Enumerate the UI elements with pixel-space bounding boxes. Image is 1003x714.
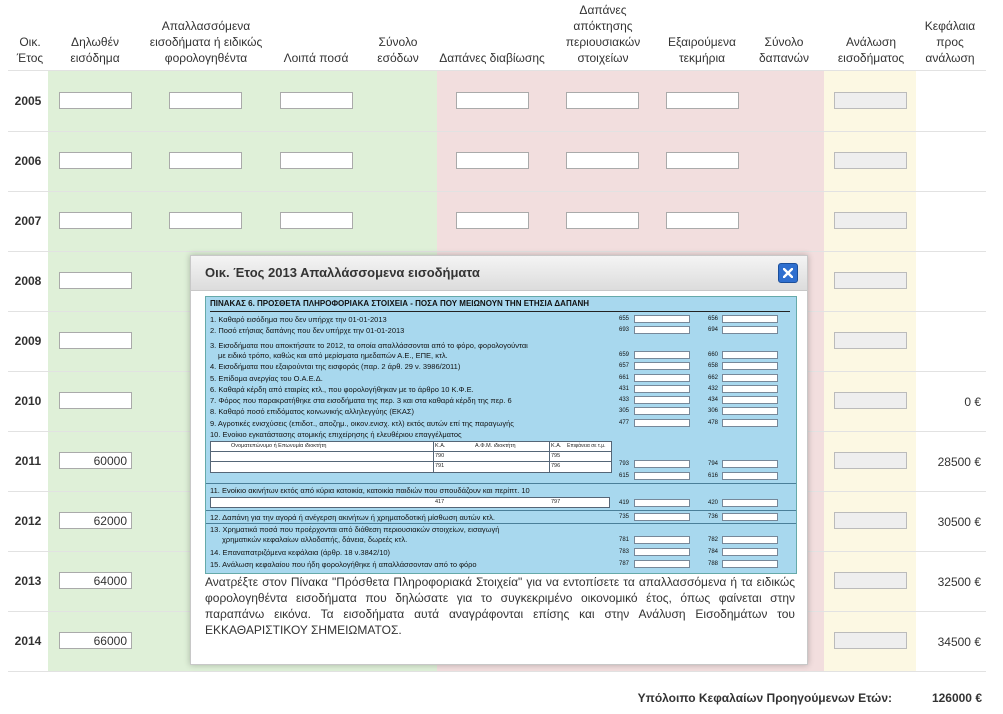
form-code: 797 [551,499,561,505]
form-line: 1. Καθαρό εισόδημα που δεν υπήρχε την 01-01-2013 [210,315,387,324]
other-amounts-input[interactable] [280,152,353,169]
year-label: 2013 [14,574,42,588]
form-code: 478 [708,420,719,426]
form-field [722,326,778,334]
form-field [722,472,778,480]
form-field [634,385,690,393]
form-code: 433 [619,397,630,403]
header-income-analysis: Ανάλωση εισοδήματος [837,35,905,65]
form-field [722,513,778,521]
form-field [634,326,690,334]
year-label: 2006 [14,154,42,168]
form-line: χρηματικών κεφαλαίων αλλοδαπής, δάνεια, δωρεές κτλ. [222,535,408,544]
form-code: 432 [708,386,719,392]
asset-expenses-input[interactable] [566,212,639,229]
form-field [722,396,778,404]
close-icon [783,268,793,278]
year-label: 2010 [14,394,42,408]
exempt-indicators-input[interactable] [666,212,739,229]
header-capital-for-analysis: Κεφάλαια προς ανάλωση [924,19,976,65]
form-field [722,560,778,568]
form-code: 796 [551,463,561,469]
form-code: 693 [619,327,630,333]
declared-income-input[interactable] [59,452,132,469]
form-code: 736 [708,514,719,520]
capital-value: 34500 € [937,635,981,649]
form-field [634,548,690,556]
form-field [634,513,690,521]
asset-expenses-input[interactable] [566,152,639,169]
exempt-income-input[interactable] [169,92,242,109]
other-amounts-input[interactable] [280,212,353,229]
capital-value: 32500 € [937,575,981,589]
form-field [722,536,778,544]
form-code: 791 [435,463,445,469]
form-code: 434 [708,397,719,403]
form-code: 790 [435,453,445,459]
form-code: 477 [619,420,630,426]
income-analysis-field [834,92,907,109]
rent-col-area: Επιφάνεια σε τ.μ. [567,443,606,449]
form-field [722,351,778,359]
row-divider [8,251,986,252]
form-field [722,407,778,415]
form-line: 7. Φόρος που παρακρατήθηκε στα εισοδήματα της περ. 3 και στα καθαρά κέρδη της περ. 6 [210,396,512,405]
form-line: 6. Καθαρά κέρδη από εταιρίες κτλ., που φορολογήθηκαν με το άρθρο 10 Κ.Φ.Ε. [210,385,474,394]
rent-col-ka2: Κ.Α. [551,443,562,449]
form-code: 783 [619,549,630,555]
rent-col-afm: Α.Φ.Μ. ιδιοκτήτη [475,443,516,449]
form-line: 3. Εισοδήματα που αποκτήσατε το 2012, τα οποία απαλλάσσονται από το φόρο, φορολογούνται [210,341,528,350]
form-code: 788 [708,561,719,567]
form-code: 419 [619,500,630,506]
header-total-income: Σύνολο εσόδων [377,35,419,65]
form-field [722,499,778,507]
year-label: 2014 [14,634,42,648]
form-code: 781 [619,537,630,543]
form-code: 661 [619,375,630,381]
form-line: με ειδικό τρόπο, καθώς και από μερίσματα ημεδαπών Α.Ε., ΕΠΕ, κτλ. [218,351,448,360]
form-field [722,315,778,323]
form-code: 782 [708,537,719,543]
row-divider [8,191,986,192]
form-code: 658 [708,363,719,369]
form-code: 655 [619,316,630,322]
declared-income-input[interactable] [59,152,132,169]
form-code: 795 [551,453,561,459]
form-field [722,460,778,468]
declared-income-input[interactable] [59,272,132,289]
form-line: 13. Χρηματικά ποσά που προέρχονται από διάθεση περιουσιακών στοιχείων, εισαγωγή [210,525,500,534]
form-line: 5. Επίδομα ανεργίας του Ο.Α.Ε.Δ. [210,374,323,383]
header-declared-income: Δηλωθέν εισόδημα [70,35,120,65]
form-line: 11. Ενοίκιο ακινήτων εκτός από κύρια κατοικία, κατοικία παιδιών που σπουδάζουν και περίπτ. 10 [210,486,530,495]
form-code: 420 [708,500,719,506]
declared-income-input[interactable] [59,332,132,349]
form-field [634,460,690,468]
other-amounts-input[interactable] [280,92,353,109]
year-label: 2005 [14,94,42,108]
row-divider [8,671,986,672]
form-field [634,374,690,382]
form-code: 787 [619,561,630,567]
year-label: 2012 [14,514,42,528]
form-line: 15. Ανάλωση κεφαλαίου που ήδη φορολογήθηκε ή απαλλάσσονταν από το φόρο [210,560,477,569]
form-field [634,396,690,404]
form-line: 10. Ενοίκιο εγκατάστασης ατομικής επιχείρησης ή ελευθέριου επαγγέλματος [210,430,462,439]
declared-income-input[interactable] [59,572,132,589]
form-code: 794 [708,461,719,467]
living-expenses-input[interactable] [456,212,529,229]
form-field [634,499,690,507]
dialog-header [191,256,807,291]
form-code: 784 [708,549,719,555]
form-code: 431 [619,386,630,392]
form-field [634,472,690,480]
form-code: 417 [435,499,445,505]
year-label: 2007 [14,214,42,228]
header-living-expenses: Δαπάνες διαβίωσης [439,51,545,65]
capital-value: 0 € [964,395,981,409]
income-analysis-field [834,572,907,589]
form-field [634,419,690,427]
declared-income-input[interactable] [59,212,132,229]
exempt-income-dialog [190,255,808,665]
form-code: 694 [708,327,719,333]
rent-table [210,441,612,473]
form-divider [206,483,796,484]
form-field [634,407,690,415]
header-exempt-income: Απαλλασσόμενα εισοδήματα ή ειδικώς φορολογηθέντα [149,19,263,65]
dialog-title: Οικ. Έτος 2013 Απαλλάσσομενα εισοδήματα [205,265,480,280]
form-line: 8. Καθαρό ποσό επιδόματος κοινωνικής αλληλεγγύης (ΕΚΑΣ) [210,407,414,416]
dialog-body-text: Ανατρέξτε στον Πίνακα "Πρόσθετα Πληροφοριακά Στοιχεία" για να εντοπίσετε τα απαλλασσόμενα ή τα ειδικώς φορολογηθέντα εισοδήματα που δηλώσατε για το συγκεκριμένο οικονομικό έτος, όπως φαίνεται στην παραπάνω εικόνα. Τα εισοδήματα αυτά αναγράφονται επίσης και στην Ανάλυση Εισοδημάτων του ΕΚΚΑΘΑΡΙΣΤΙΚΟΥ ΣΗΜΕΙΩΜΑΤΟΣ. [205,575,795,637]
living-expenses-input[interactable] [456,152,529,169]
header-asset-expenses: Δαπάνες απόκτησης περιουσιακών στοιχείων [565,3,641,65]
form-divider [206,510,796,511]
year-label: 2008 [14,274,42,288]
income-analysis-field [834,272,907,289]
form-field [634,351,690,359]
form-field [722,374,778,382]
capital-value: 30500 € [937,515,981,529]
capital-value: 28500 € [937,455,981,469]
previous-capital-value: 126000 € [931,691,982,705]
income-analysis-field [834,332,907,349]
form-divider [206,523,796,524]
income-analysis-field [834,512,907,529]
form-code: 656 [708,316,719,322]
income-analysis-field [834,212,907,229]
row-divider [8,131,986,132]
form-code: 659 [619,352,630,358]
rent-col-owner: Ονοματεπώνυμο ή Επωνυμία ιδιοκτήτη [231,443,327,449]
form-line: 4. Εισοδήματα που εξαιρούνται της εισφοράς (παρ. 2 άρθ. 29 ν. 3986/2011) [210,362,461,371]
form-code: 615 [619,473,630,479]
declared-income-input[interactable] [59,512,132,529]
form-code: 306 [708,408,719,414]
living-expenses-input[interactable] [456,92,529,109]
exempt-income-input[interactable] [169,152,242,169]
declared-income-input[interactable] [59,632,132,649]
form-field [634,362,690,370]
form-line: 9. Αγροτικές ενισχύσεις (επιδοτ., αποζημ., οικον.ενισχ. κτλ) εκτός αυτών επί της παραγωγής [210,419,514,428]
form-code: 735 [619,514,630,520]
exempt-income-input[interactable] [169,212,242,229]
form-field [722,419,778,427]
form-code: 657 [619,363,630,369]
form-title: ΠΙΝΑΚΑΣ 6. ΠΡΟΣΘΕΤΑ ΠΛΗΡΟΦΟΡΙΑΚΑ ΣΤΟΙΧΕΙΑ - ΠΟΣΑ ΠΟΥ ΜΕΙΩΝΟΥΝ ΤΗΝ ΕΤΗΣΙΑ ΔΑΠΑΝΗ [210,299,790,312]
form-code: 662 [708,375,719,381]
header-other-amounts: Λοιπά ποσά [283,51,349,65]
form-field [634,560,690,568]
rent-col-ka: Κ.Α. [435,443,446,449]
form-code: 305 [619,408,630,414]
form-field [722,385,778,393]
close-button[interactable] [778,263,798,283]
form-line: 2. Ποσό ετήσιας δαπάνης που δεν υπήρχε την 01-01-2013 [210,326,405,335]
form-field [722,362,778,370]
row-divider [8,70,986,71]
income-analysis-field [834,152,907,169]
form-line: 12. Δαπάνη για την αγορά ή ανέγερση ακινήτων ή χρηματοδοτική μίσθωση αυτών κτλ. [210,513,495,522]
form-field [634,315,690,323]
income-analysis-field [834,452,907,469]
form-line: 14. Επαναπατριζόμενα κεφάλαια (άρθρ. 18 ν.3842/10) [210,548,391,557]
header-total-expenses: Σύνολο δαπανών [758,35,810,65]
exempt-indicators-input[interactable] [666,92,739,109]
form-code: 660 [708,352,719,358]
year-label: 2011 [14,454,42,468]
previous-capital-label: Υπόλοιπο Κεφαλαίων Προηγούμενων Ετών: [637,691,892,705]
year-label: 2009 [14,334,42,348]
form-code: 793 [619,461,630,467]
asset-expenses-input[interactable] [566,92,639,109]
form-code: 616 [708,473,719,479]
declared-income-input[interactable] [59,392,132,409]
declared-income-input[interactable] [59,92,132,109]
form-field [722,548,778,556]
tax-form-image [205,296,797,574]
exempt-indicators-input[interactable] [666,152,739,169]
income-analysis-field [834,632,907,649]
form-field [634,536,690,544]
header-exempt-indicators: Εξαιρούμενα τεκμήρια [668,35,736,65]
header-year: Οικ. Έτος [16,35,44,65]
income-analysis-field [834,392,907,409]
rent-field [210,497,610,508]
